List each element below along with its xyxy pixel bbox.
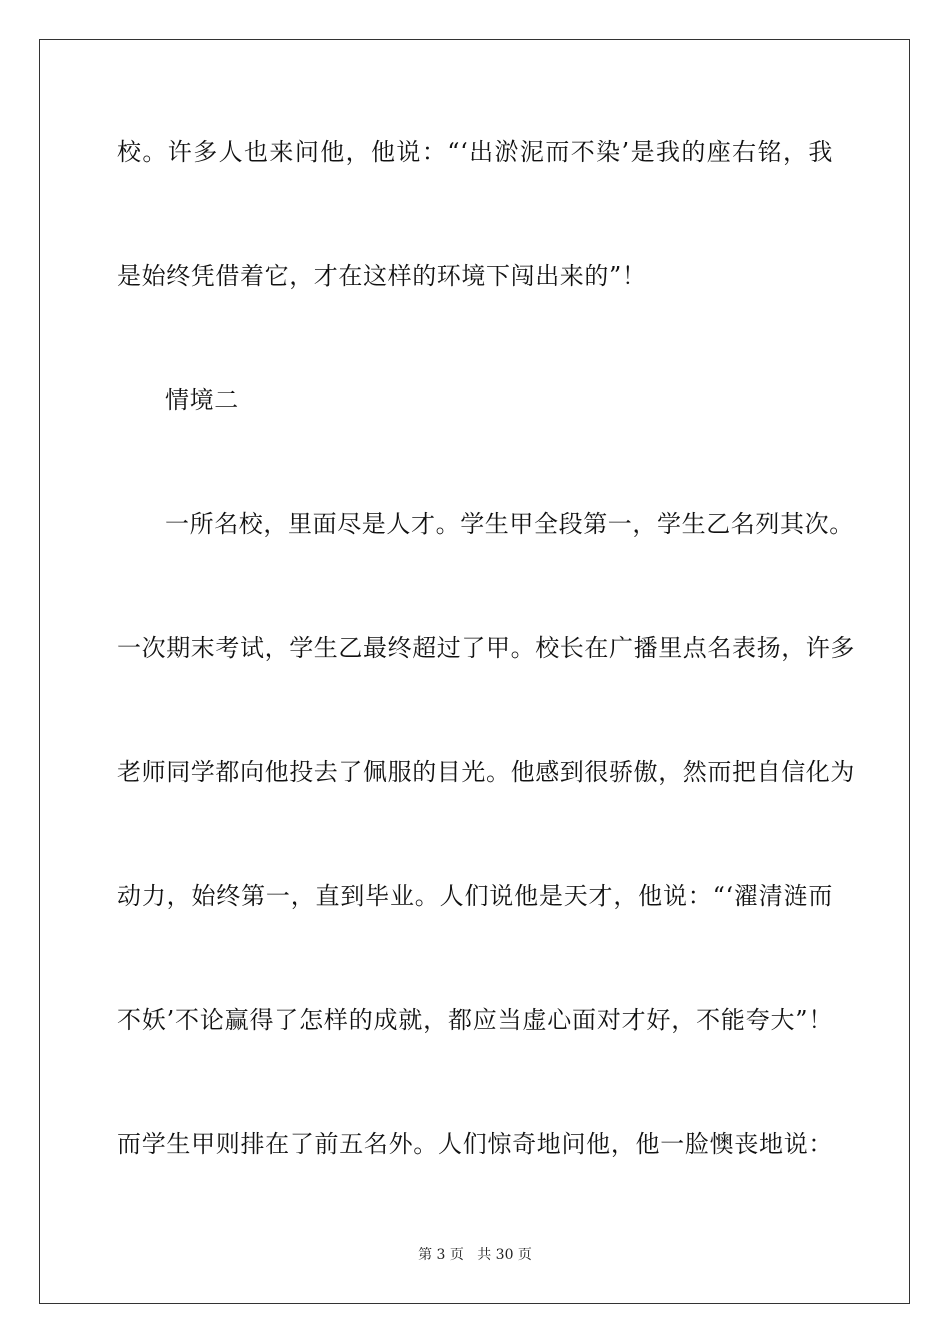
text-line-5: 一次期末考试，学生乙最终超过了甲。校长在广播里点名表扬，许多 <box>117 634 855 662</box>
text-line-7: 动力，始终第一，直到毕业。人们说他是天才，他说：“‘濯清涟而 <box>117 882 833 910</box>
section-heading: 情境二 <box>165 386 239 414</box>
text-line-9: 而学生甲则排在了前五名外。人们惊奇地问他，他一脸懊丧地说： <box>117 1130 833 1158</box>
text-line-6: 老师同学都向他投去了佩服的目光。他感到很骄傲，然而把自信化为 <box>117 758 855 786</box>
text-line-4: 一所名校，里面尽是人才。学生甲全段第一，学生乙名列其次。 <box>165 510 854 538</box>
text-line-1: 校。许多人也来问他，他说：“‘出淤泥而不染’是我的座右铭，我 <box>117 138 833 166</box>
page-number-footer: 第 3 页 共 30 页 <box>418 1247 532 1263</box>
page-border <box>39 39 910 1304</box>
text-line-2: 是始终凭借着它，才在这样的环境下闯出来的”！ <box>117 262 647 290</box>
text-line-8: 不妖’不论赢得了怎样的成就，都应当虚心面对才好，不能夸大”！ <box>117 1006 833 1034</box>
